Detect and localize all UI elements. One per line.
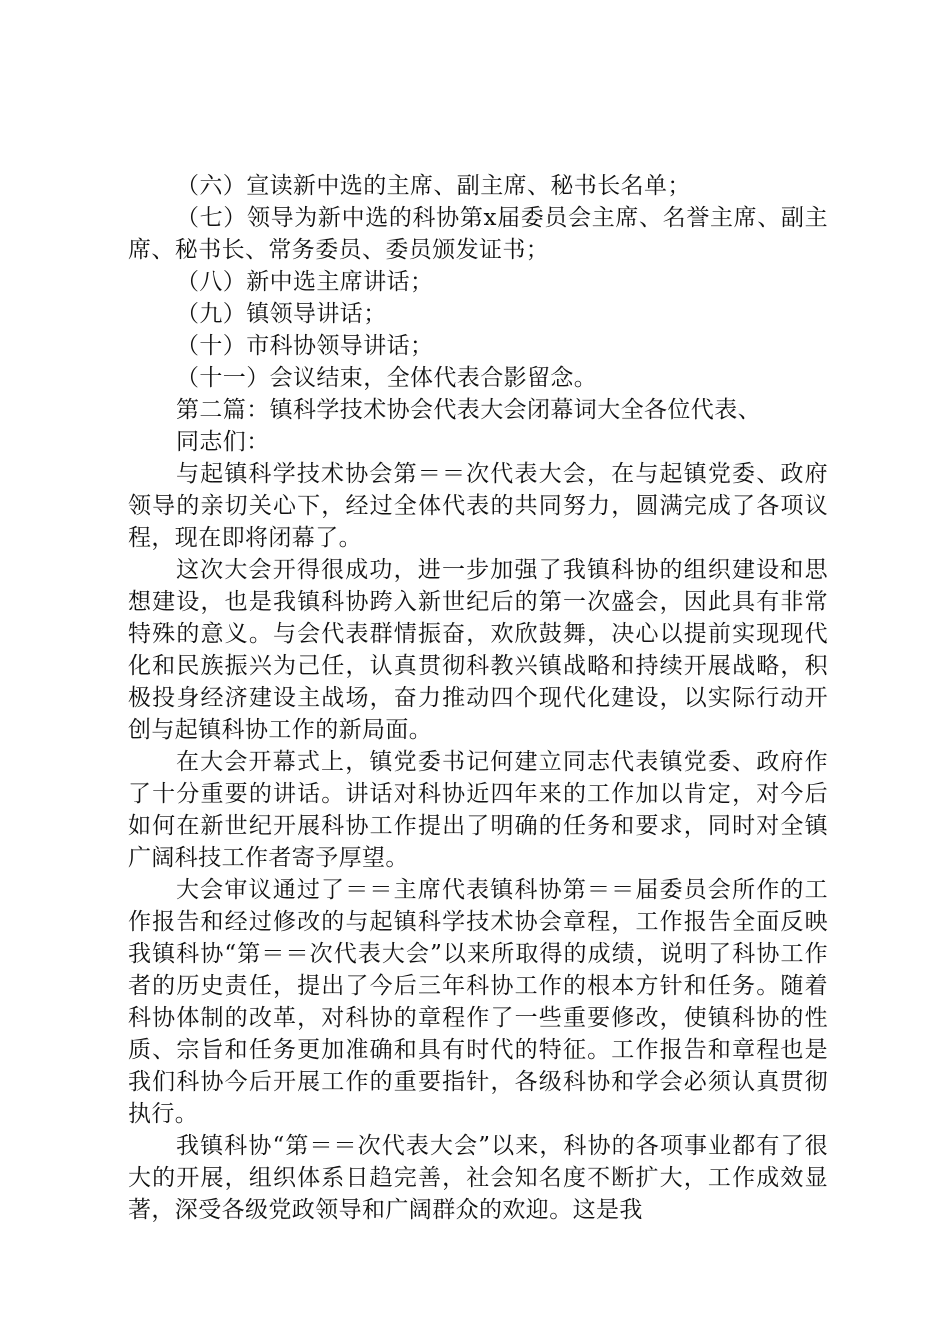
paragraph-item-7: （七）领导为新中选的科协第x届委员会主席、名誉主席、副主席、秘书长、常务委员、委员颁发证书； <box>128 205 828 263</box>
paragraph-item-10: （十）市科协领导讲话； <box>176 333 434 359</box>
body-paragraph: 我镇科协“第＝＝次代表大会”以来，科协的各项事业都有了很大的开展，组织体系日趋完善，社会知名度不断扩大，工作成效显著，深受各级党政领导和广阔群众的欢迎。这是我 <box>128 1133 828 1223</box>
document-body <box>128 170 828 1226</box>
body-paragraph: 大会审议通过了＝＝主席代表镇科协第＝＝届委员会所作的工作报告和经过修改的与起镇科学技术协会章程，工作报告全面反映我镇科协“第＝＝次代表大会”以来所取得的成绩，说明了科协工作者的历史责任，提出了今后三年科协工作的根本方针和任务。随着科协体制的改革，对科协的章程作了一些重要修改，使镇科协的性质、宗旨和任务更加准确和具有时代的特征。工作报告和章程也是我们科协今后开展工作的重要指针，各级科协和学会必须认真贯彻执行。 <box>128 877 828 1127</box>
paragraph-item-9: （九）镇领导讲话； <box>176 301 387 327</box>
paragraph-item-11: （十一）会议结束，全体代表合影留念。 <box>176 365 598 391</box>
body-paragraph: 在大会开幕式上，镇党委书记何建立同志代表镇党委、政府作了十分重要的讲话。讲话对科协近四年来的工作加以肯定，对今后如何在新世纪开展科协工作提出了明确的任务和要求，同时对全镇广阔科技工作者寄予厚望。 <box>128 749 828 871</box>
section-title: 第二篇：镇科学技术协会代表大会闭幕词大全各位代表、 <box>176 397 761 423</box>
salutation: 同志们： <box>176 429 270 455</box>
paragraph-item-8: （八）新中选主席讲话； <box>176 269 434 295</box>
paragraph-item-6: （六）宣读新中选的主席、副主席、秘书长名单； <box>176 173 691 199</box>
body-paragraph: 与起镇科学技术协会第＝＝次代表大会，在与起镇党委、政府领导的亲切关心下，经过全体代表的共同努力，圆满完成了各项议程，现在即将闭幕了。 <box>128 461 828 551</box>
body-paragraph: 这次大会开得很成功，进一步加强了我镇科协的组织建设和思想建设，也是我镇科协跨入新世纪后的第一次盛会，因此具有非常特殊的意义。与会代表群情振奋，欢欣鼓舞，决心以提前实现现代化和民族振兴为己任，认真贯彻科教兴镇战略和持续开展战略，积极投身经济建设主战场，奋力推动四个现代化建设，以实际行动开创与起镇科协工作的新局面。 <box>128 557 828 743</box>
